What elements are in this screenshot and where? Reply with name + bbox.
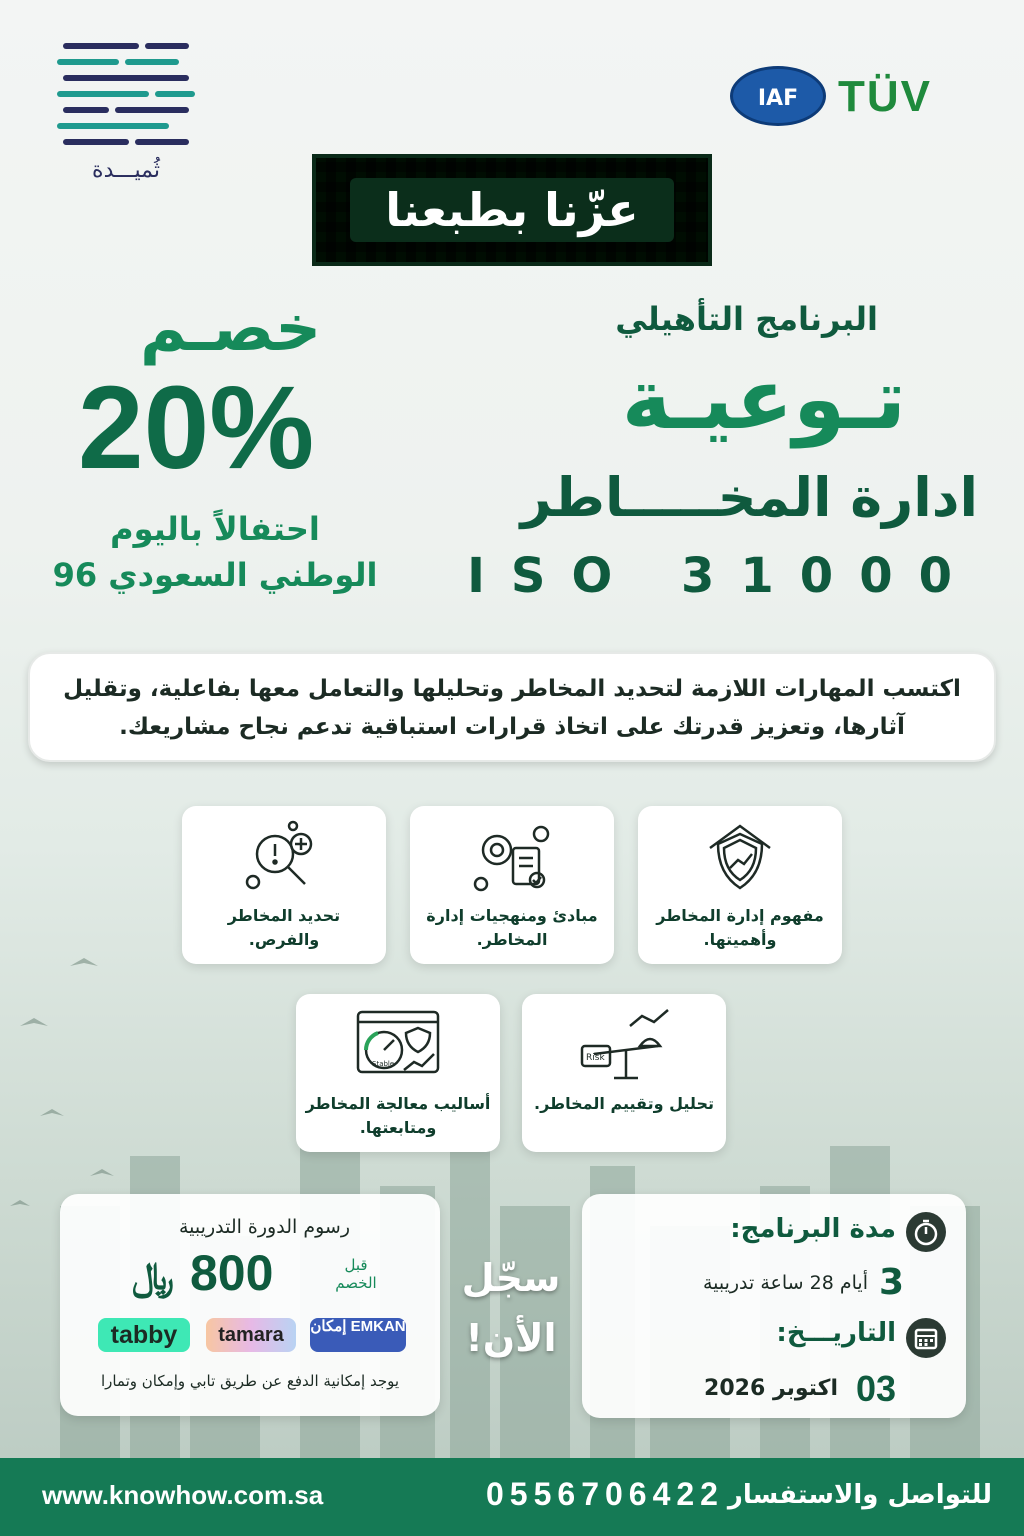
topic-label: مفهوم إدارة المخاطر وأهميتها. (656, 906, 824, 949)
gear-clipboard-icon (467, 818, 557, 898)
date-label: التاريـــخ: (776, 1318, 896, 1348)
thumaida-logo (56, 36, 196, 186)
topic-label: أساليب معالجة المخاطر ومتابعتها. (305, 1094, 491, 1137)
national-day-banner (312, 154, 712, 266)
description-box (28, 652, 996, 762)
certification-logos (730, 66, 980, 126)
banner-text: عزّنا بطبعنا (350, 178, 674, 242)
riyal-icon: ﷼ (132, 1254, 175, 1298)
contact-label: للتواصل والاستفسار (727, 1480, 992, 1510)
date-month-year: اكتوبر 2026 (704, 1376, 838, 1401)
topic-card-identify (182, 806, 386, 964)
shield-house-icon (700, 818, 780, 898)
topic-card-principles (410, 806, 614, 964)
fees-box (60, 1194, 440, 1416)
risk-scale-icon (574, 1006, 674, 1086)
before-discount-label: قبل الخصم (335, 1256, 377, 1292)
logo-pattern-icon (56, 36, 196, 156)
occasion-line-2: الوطني السعودي 96 (52, 556, 378, 594)
program-subtitle: ادارة المخـــــاطر (520, 466, 978, 529)
program-details-box (582, 1194, 966, 1418)
course-price: 800 (190, 1245, 274, 1301)
topic-card-treatment (296, 994, 500, 1152)
discount-occasion (40, 506, 390, 598)
program-title: تـوعيـة (621, 350, 906, 448)
program-type: البرنامج التأهيلي (615, 300, 878, 338)
iaf-logo: IAF (730, 66, 826, 126)
calendar-icon (906, 1318, 946, 1358)
iso-standard: ISO 31000 (467, 548, 978, 604)
topic-label: تحديد المخاطر والفرص. (227, 906, 341, 949)
tabby-payment-logo: tabby (98, 1318, 190, 1352)
risk-text: Risk (586, 1053, 605, 1063)
register-now-button[interactable]: سجّل الأن! (461, 1256, 561, 1360)
discount-word: خصـم (140, 292, 322, 366)
occasion-line-1: احتفالاً باليوم (110, 510, 320, 548)
phone-number[interactable]: 0556706422 (486, 1476, 724, 1512)
logo-word: ثُميـــدة (92, 158, 160, 183)
payment-note: يوجد إمكانية الدفع عن طريق تابي وإمكان وتمارا (100, 1372, 400, 1390)
tuv-logo: TÜV (838, 72, 932, 121)
emkan-payment-logo (310, 1318, 406, 1352)
tamara-payment-logo: tamara (206, 1318, 296, 1352)
footer-bar (0, 1458, 1024, 1536)
discount-percent: 20% (78, 362, 315, 494)
description-text: اكتسب المهارات اللازمة لتحديد المخاطر وتحليلها والتعامل معها بفاعلية، وتقليل آثارها، وتعزيز قدرتك على اتخاذ قرارات استباقية تدعم نجاح مشاريعك. (63, 676, 961, 740)
fees-title: رسوم الدورة التدريبية (179, 1216, 350, 1238)
duration-text: أيام 28 ساعة تدريبية (702, 1272, 868, 1294)
stopwatch-icon (906, 1212, 946, 1252)
topic-label: تحليل وتقييم المخاطر. (534, 1094, 714, 1113)
topic-label: مبادئ ومنهجيات إدارة المخاطر. (426, 906, 598, 949)
duration-days: 3 (878, 1262, 904, 1303)
emkan-label: إمكان EMKAN (310, 1318, 406, 1335)
topic-card-analysis (522, 994, 726, 1152)
gauge-shield-icon (348, 1006, 448, 1086)
date-day: 03 (855, 1368, 896, 1409)
magnifier-gear-icon (239, 818, 329, 898)
duration-label: مدة البرنامج: (730, 1214, 896, 1244)
stable-text: Stable (372, 1060, 395, 1068)
topic-card-concept (638, 806, 842, 964)
website-link[interactable]: www.knowhow.com.sa (42, 1480, 324, 1510)
